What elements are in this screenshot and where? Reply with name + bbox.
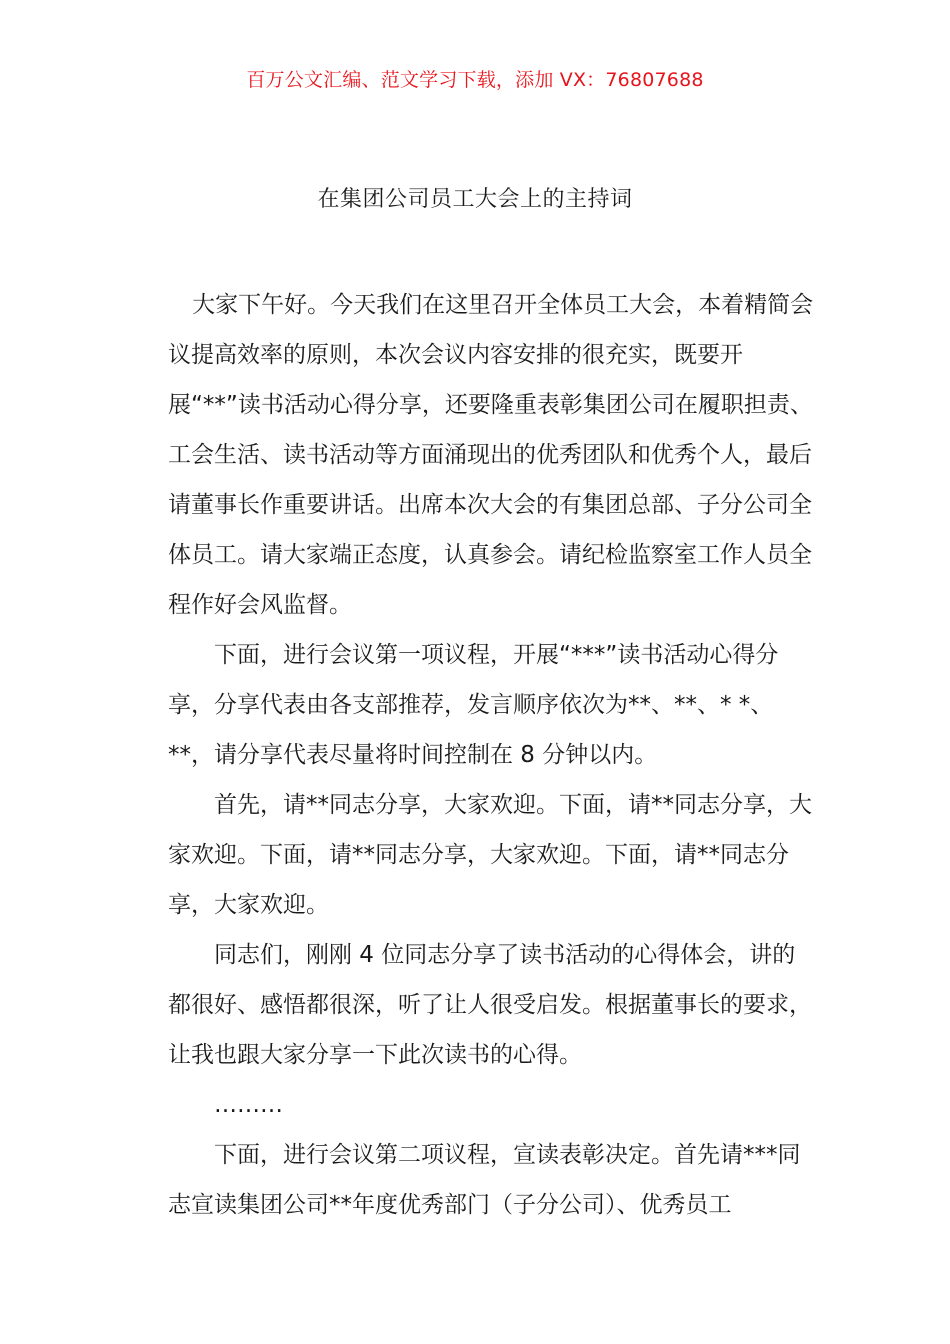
paragraph-agenda-one: 下面，进行会议第一项议程，开展“***”读书活动心得分享，分享代表由各支部推荐，发言顺序依次为**、**、* *、**，请分享代表尽量将时间控制在 8 分钟以内。 bbox=[168, 642, 779, 768]
document-body bbox=[168, 280, 818, 1230]
header-banner: 百万公文汇编、范文学习下载，添加 VX：76807688 bbox=[246, 69, 704, 91]
document-title: 在集团公司员工大会上的主持词 bbox=[317, 187, 633, 212]
paragraph-summary: 同志们，刚刚 4 位同志分享了读书活动的心得体会，讲的都很好、感悟都很深，听了让人很受启发。根据董事长的要求，让我也跟大家分享一下此次读书的心得。 bbox=[168, 942, 812, 1068]
paragraph-speakers: 首先，请**同志分享，大家欢迎。下面，请**同志分享，大家欢迎。下面，请**同志分享，大家欢迎。下面，请**同志分享，大家欢迎。 bbox=[168, 792, 812, 918]
paragraph-agenda-two: 下面，进行会议第二项议程，宣读表彰决定。首先请***同志宣读集团公司**年度优秀部门（子分公司）、优秀员工 bbox=[168, 1142, 801, 1218]
paragraph-ellipsis: ……… bbox=[214, 1092, 283, 1118]
paragraph-opening: 大家下午好。今天我们在这里召开全体员工大会，本着精简会议提高效率的原则，本次会议内容安排的很充实，既要开展“**”读书活动心得分享，还要隆重表彰集团公司在履职担责、工会生活、读书活动等方面涌现出的优秀团队和优秀个人，最后请董事长作重要讲话。出席本次大会的有集团总部、子分公司全体员工。请大家端正态度，认真参会。请纪检监察室工作人员全程作好会风监督。 bbox=[168, 292, 814, 618]
